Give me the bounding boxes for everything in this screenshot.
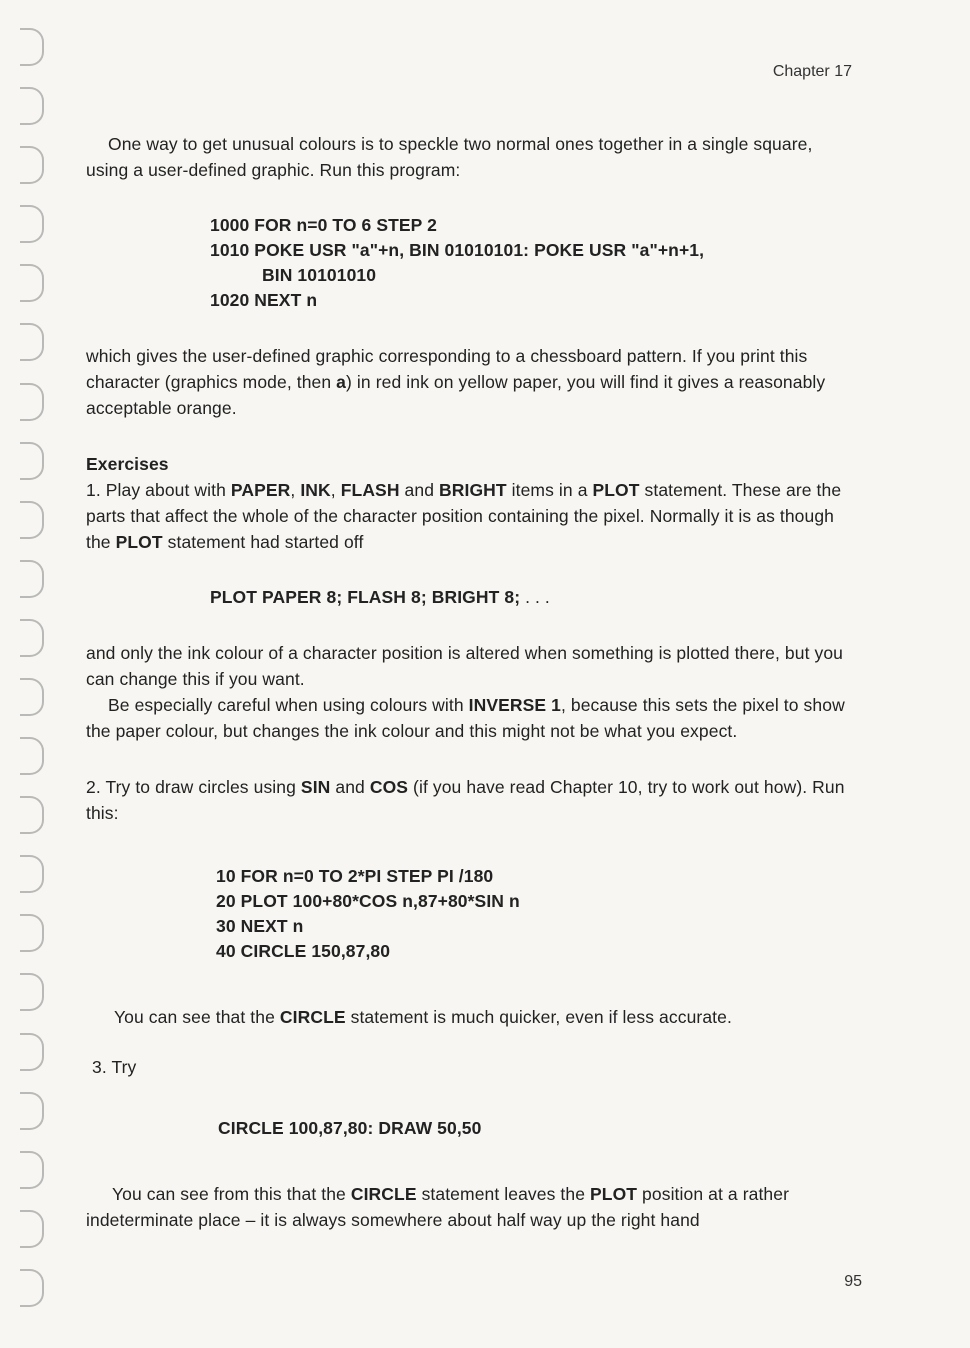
text-run: which gives the user-defined graphic corresponding to a chessboard pattern. If you print this character (graphics mode, then <box>86 346 808 392</box>
binding-ring <box>20 855 44 893</box>
paragraph-chessboard <box>86 343 856 421</box>
exercise-1 <box>86 477 856 555</box>
text-run: 2. Try to draw circles using <box>86 777 301 797</box>
exercise-3: 3. Try <box>92 1057 137 1077</box>
chapter-header: Chapter 17 <box>772 63 852 80</box>
keyword: PLOT <box>592 480 640 500</box>
code-circle-line: CIRCLE 100,87,80: DRAW 50,50 <box>218 1118 482 1138</box>
binding-ring <box>20 914 44 952</box>
binding-ring <box>20 501 44 539</box>
keyword: COS <box>369 777 409 797</box>
text-run: and <box>399 480 439 500</box>
program-listing-2 <box>86 864 856 964</box>
text-run: and <box>330 777 370 797</box>
binding-ring <box>20 973 44 1011</box>
keyword: BRIGHT <box>439 480 507 500</box>
binding-ring <box>20 560 44 598</box>
binding-ring <box>20 146 44 184</box>
text-run: (if you have read Chapter 10, try to work out how). Run this: <box>86 777 845 823</box>
keyword: INK <box>300 480 331 500</box>
code-plot-line <box>86 585 856 610</box>
exercises-heading: Exercises <box>86 454 169 474</box>
code-line: 30 NEXT n <box>216 916 304 936</box>
binding-ring <box>20 28 44 66</box>
code-line: BIN 10101010 <box>262 265 377 285</box>
keyword: FLASH <box>340 480 400 500</box>
binding-ring <box>20 442 44 480</box>
binding-ring <box>20 1033 44 1071</box>
text-run: , because this sets the pixel to show the paper colour, but changes the ink colour and this might not be what you expect. <box>86 695 845 741</box>
code-text: PLOT PAPER 8; FLASH 8; BRIGHT 8; <box>210 587 521 607</box>
keyword: SIN <box>300 777 331 797</box>
code-line: 10 FOR n=0 TO 2*PI STEP PI /180 <box>216 866 494 886</box>
page-number: 95 <box>844 1273 862 1290</box>
program-listing-1 <box>86 213 856 313</box>
binding-ring <box>20 1210 44 1248</box>
binding-ring <box>20 87 44 125</box>
keyword: PAPER <box>230 480 291 500</box>
text-run: You can see that the <box>114 1007 280 1027</box>
binding-ring <box>20 1151 44 1189</box>
binding-ring <box>20 383 44 421</box>
code-line: 1010 POKE USR "a"+n, BIN 01010101: POKE USR "a"+n+1, <box>210 240 705 260</box>
paragraph-intro: One way to get unusual colours is to speckle two normal ones together in a single square, using a user-defined graphic. Run this program: <box>86 134 813 180</box>
binding-ring <box>20 796 44 834</box>
text-run: statement had started off <box>162 532 364 552</box>
text-run: statement is much quicker, even if less accurate. <box>345 1007 732 1027</box>
spiral-binding <box>8 20 48 1340</box>
code-line: 40 CIRCLE 150,87,80 <box>216 941 391 961</box>
binding-ring <box>20 323 44 361</box>
page-content <box>86 131 856 1233</box>
binding-ring <box>20 205 44 243</box>
text-run: 1. Play about with <box>86 480 231 500</box>
text-run: position at a rather indeterminate place – it is always somewhere about half way up the right hand <box>86 1184 790 1230</box>
text-run: You can see from this that the <box>112 1184 351 1204</box>
text-run: , <box>290 480 301 500</box>
code-line: 1020 NEXT n <box>210 290 318 310</box>
binding-ring <box>20 619 44 657</box>
text-run: statement. These are the parts that affect the whole of the character position containing the pixel. Normally it is as though the <box>86 480 842 552</box>
text-run: ) in red ink on yellow paper, you will find it gives a reasonably acceptable orange. <box>86 372 826 418</box>
binding-ring <box>20 678 44 716</box>
keyword: CIRCLE <box>350 1184 417 1204</box>
paragraph-ink: and only the ink colour of a character position is altered when something is plotted there, but you can change this if you want. <box>86 643 844 689</box>
keyword: CIRCLE <box>279 1007 346 1027</box>
binding-ring <box>20 1269 44 1307</box>
keyword: a <box>336 372 347 392</box>
keyword: INVERSE 1 <box>468 695 561 715</box>
binding-ring <box>20 264 44 302</box>
text-run: Be especially careful when using colours with <box>108 695 469 715</box>
text-run: items in a <box>506 480 593 500</box>
code-line: 1000 FOR n=0 TO 6 STEP 2 <box>210 215 437 235</box>
text-run: , <box>330 480 341 500</box>
binding-ring <box>20 737 44 775</box>
text-run: statement leaves the <box>416 1184 591 1204</box>
paragraph-circle-quick <box>86 1004 856 1030</box>
keyword: PLOT <box>590 1184 638 1204</box>
code-ellipsis: . . . <box>520 587 550 607</box>
binding-ring <box>20 1092 44 1130</box>
keyword: PLOT <box>115 532 163 552</box>
code-line: 20 PLOT 100+80*COS n,87+80*SIN n <box>216 891 520 911</box>
paragraph-inverse <box>86 692 856 744</box>
paragraph-plot-position <box>86 1181 856 1233</box>
exercise-2 <box>86 774 856 826</box>
